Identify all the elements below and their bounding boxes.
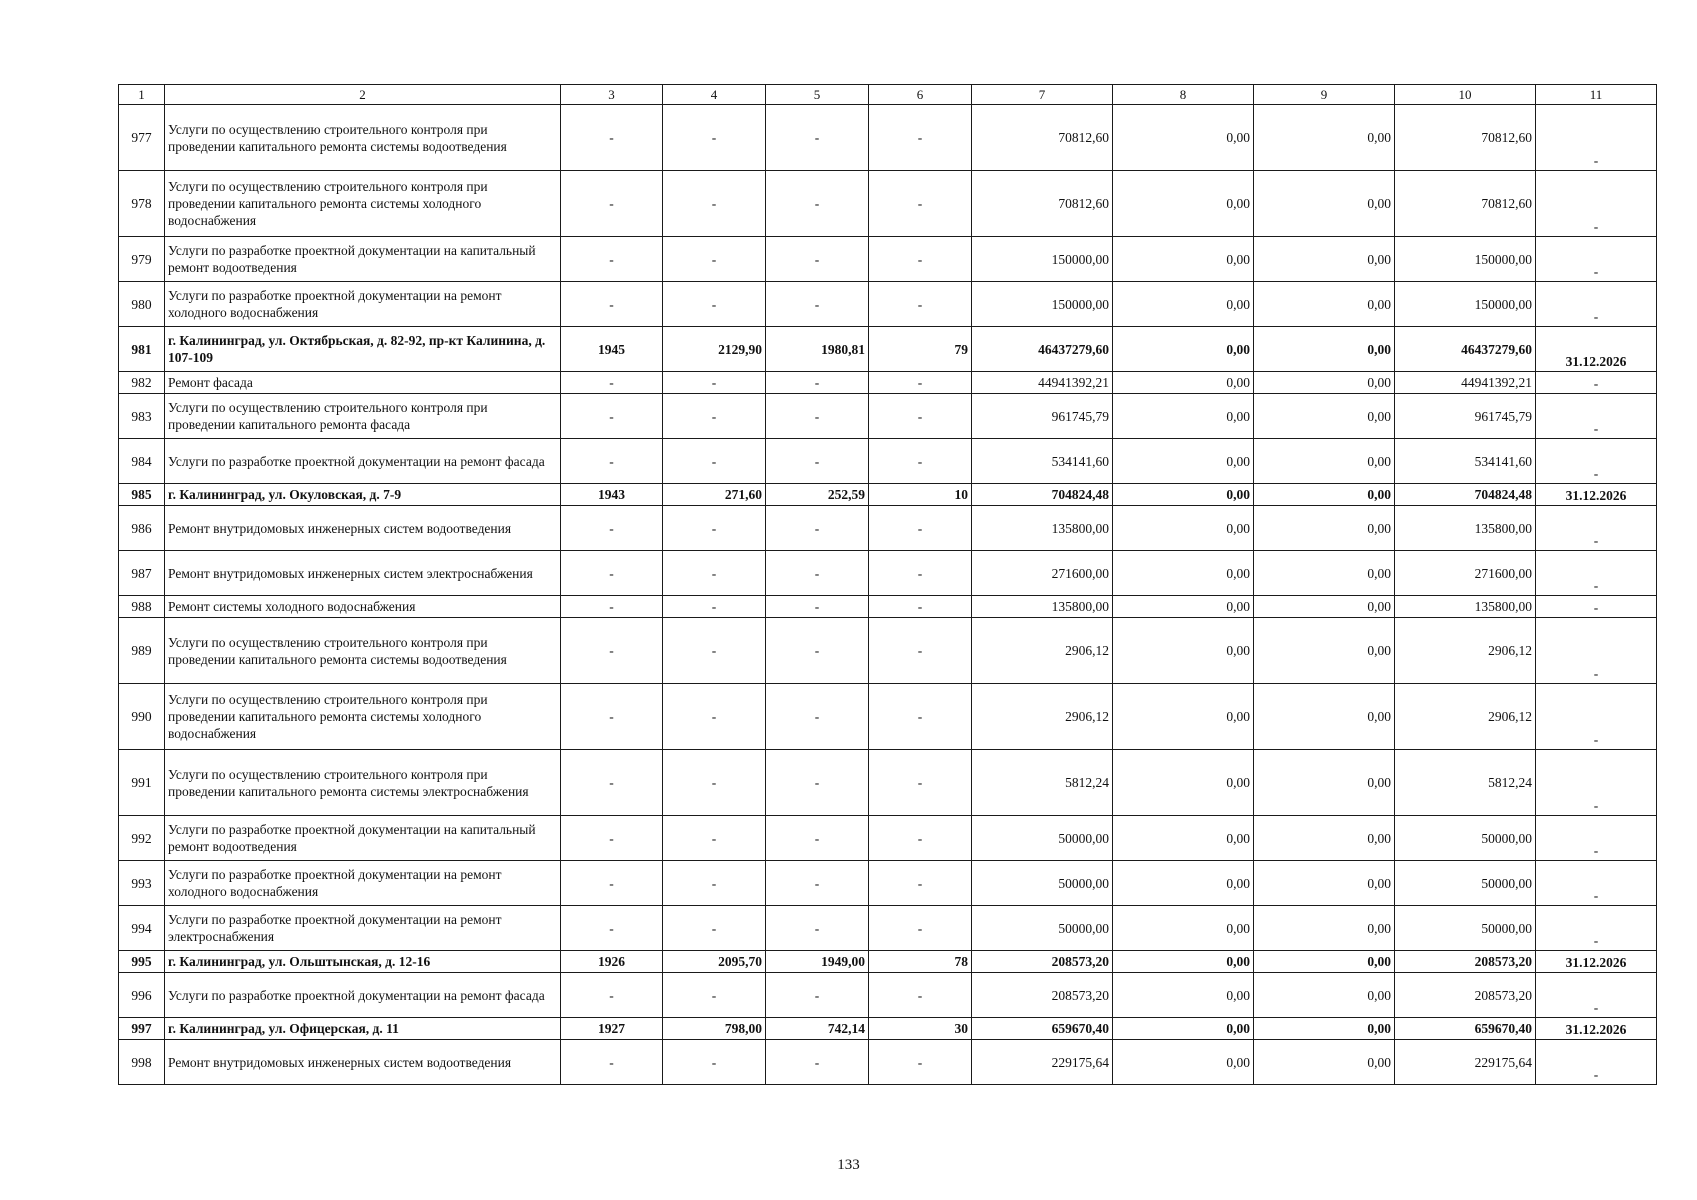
total-cost-cell: 135800,00 <box>972 506 1113 551</box>
owner-cost-cell: 46437279,60 <box>1395 327 1536 372</box>
table-row <box>119 906 1657 951</box>
work-description-cell: г. Калининград, ул. Офицерская, д. 11 <box>165 1018 561 1040</box>
row-number-cell: 990 <box>119 684 165 750</box>
total-cost-cell: 150000,00 <box>972 237 1113 282</box>
work-description-cell: Услуги по разработке проектной документации на капитальный ремонт водоотведения <box>165 237 561 282</box>
residents-cell: - <box>869 618 972 684</box>
total-cost-cell: 70812,60 <box>972 171 1113 237</box>
fund-cost-cell: 0,00 <box>1113 439 1254 484</box>
year-cell: - <box>561 171 663 237</box>
total-area-cell: - <box>663 551 766 596</box>
table-row <box>119 105 1657 171</box>
deadline-cell: - <box>1536 394 1657 439</box>
year-cell: - <box>561 596 663 618</box>
table-row <box>119 327 1657 372</box>
work-description-cell: Услуги по осуществлению строительного контроля при проведении капитального ремонта системы холодного водоснабжения <box>165 171 561 237</box>
residents-cell: - <box>869 816 972 861</box>
fund-cost-cell: 0,00 <box>1113 282 1254 327</box>
column-header: 4 <box>663 85 766 105</box>
budget-cost-cell: 0,00 <box>1254 750 1395 816</box>
total-area-cell: - <box>663 618 766 684</box>
total-area-cell: - <box>663 684 766 750</box>
column-header: 5 <box>766 85 869 105</box>
total-cost-cell: 208573,20 <box>972 973 1113 1018</box>
budget-cost-cell: 0,00 <box>1254 861 1395 906</box>
row-number-cell: 984 <box>119 439 165 484</box>
total-cost-cell: 50000,00 <box>972 816 1113 861</box>
residents-cell: - <box>869 1040 972 1085</box>
deadline-cell: - <box>1536 973 1657 1018</box>
residents-cell: - <box>869 372 972 394</box>
total-cost-cell: 44941392,21 <box>972 372 1113 394</box>
residents-cell: - <box>869 237 972 282</box>
total-cost-cell: 135800,00 <box>972 596 1113 618</box>
row-number-cell: 987 <box>119 551 165 596</box>
table-row <box>119 372 1657 394</box>
total-cost-cell: 2906,12 <box>972 684 1113 750</box>
living-area-cell: - <box>766 596 869 618</box>
residents-cell: - <box>869 906 972 951</box>
fund-cost-cell: 0,00 <box>1113 105 1254 171</box>
row-number-cell: 989 <box>119 618 165 684</box>
total-area-cell: 2095,70 <box>663 951 766 973</box>
year-cell: - <box>561 372 663 394</box>
total-area-cell: - <box>663 1040 766 1085</box>
owner-cost-cell: 135800,00 <box>1395 506 1536 551</box>
residents-cell: - <box>869 439 972 484</box>
residents-cell: - <box>869 596 972 618</box>
year-cell: - <box>561 551 663 596</box>
total-area-cell: 271,60 <box>663 484 766 506</box>
total-area-cell: - <box>663 282 766 327</box>
deadline-cell: 31.12.2026 <box>1536 484 1657 506</box>
fund-cost-cell: 0,00 <box>1113 551 1254 596</box>
total-cost-cell: 50000,00 <box>972 861 1113 906</box>
work-description-cell: Ремонт внутридомовых инженерных систем водоотведения <box>165 506 561 551</box>
residents-cell: - <box>869 684 972 750</box>
column-header: 2 <box>165 85 561 105</box>
fund-cost-cell: 0,00 <box>1113 861 1254 906</box>
column-header: 8 <box>1113 85 1254 105</box>
table-row <box>119 750 1657 816</box>
row-number-cell: 988 <box>119 596 165 618</box>
work-description-cell: Услуги по осуществлению строительного контроля при проведении капитального ремонта системы водоотведения <box>165 618 561 684</box>
fund-cost-cell: 0,00 <box>1113 618 1254 684</box>
year-cell: - <box>561 750 663 816</box>
deadline-cell: - <box>1536 237 1657 282</box>
year-cell: 1943 <box>561 484 663 506</box>
row-number-cell: 992 <box>119 816 165 861</box>
work-description-cell: Услуги по разработке проектной документации на ремонт холодного водоснабжения <box>165 282 561 327</box>
budget-cost-cell: 0,00 <box>1254 171 1395 237</box>
column-header: 6 <box>869 85 972 105</box>
living-area-cell: - <box>766 105 869 171</box>
work-description-cell: Услуги по осуществлению строительного контроля при проведении капитального ремонта системы холодного водоснабжения <box>165 684 561 750</box>
total-cost-cell: 229175,64 <box>972 1040 1113 1085</box>
fund-cost-cell: 0,00 <box>1113 1018 1254 1040</box>
work-description-cell: г. Калининград, ул. Окуловская, д. 7-9 <box>165 484 561 506</box>
living-area-cell: - <box>766 684 869 750</box>
total-area-cell: - <box>663 506 766 551</box>
work-description-cell: Услуги по разработке проектной документации на ремонт фасада <box>165 439 561 484</box>
work-description-cell: Услуги по осуществлению строительного контроля при проведении капитального ремонта системы электроснабжения <box>165 750 561 816</box>
year-cell: - <box>561 1040 663 1085</box>
table-row <box>119 951 1657 973</box>
budget-cost-cell: 0,00 <box>1254 816 1395 861</box>
fund-cost-cell: 0,00 <box>1113 906 1254 951</box>
year-cell: - <box>561 439 663 484</box>
register-body <box>119 105 1657 1085</box>
row-number-cell: 986 <box>119 506 165 551</box>
deadline-cell: - <box>1536 906 1657 951</box>
table-row <box>119 684 1657 750</box>
fund-cost-cell: 0,00 <box>1113 750 1254 816</box>
table-row <box>119 973 1657 1018</box>
work-description-cell: Услуги по осуществлению строительного контроля при проведении капитального ремонта системы водоотведения <box>165 105 561 171</box>
row-number-cell: 979 <box>119 237 165 282</box>
owner-cost-cell: 70812,60 <box>1395 105 1536 171</box>
residents-cell: - <box>869 282 972 327</box>
residents-cell: - <box>869 750 972 816</box>
residents-cell: 79 <box>869 327 972 372</box>
living-area-cell: - <box>766 816 869 861</box>
total-area-cell: - <box>663 816 766 861</box>
row-number-cell: 977 <box>119 105 165 171</box>
budget-cost-cell: 0,00 <box>1254 439 1395 484</box>
total-area-cell: - <box>663 861 766 906</box>
row-number-cell: 991 <box>119 750 165 816</box>
total-area-cell: - <box>663 394 766 439</box>
row-number-cell: 993 <box>119 861 165 906</box>
work-description-cell: Ремонт внутридомовых инженерных систем водоотведения <box>165 1040 561 1085</box>
living-area-cell: 742,14 <box>766 1018 869 1040</box>
total-cost-cell: 961745,79 <box>972 394 1113 439</box>
year-cell: 1926 <box>561 951 663 973</box>
year-cell: - <box>561 282 663 327</box>
deadline-cell: - <box>1536 1040 1657 1085</box>
total-cost-cell: 70812,60 <box>972 105 1113 171</box>
work-description-cell: Ремонт системы холодного водоснабжения <box>165 596 561 618</box>
living-area-cell: 252,59 <box>766 484 869 506</box>
total-area-cell: - <box>663 596 766 618</box>
table-row <box>119 618 1657 684</box>
living-area-cell: - <box>766 439 869 484</box>
repair-register-table <box>118 84 1657 1085</box>
row-number-cell: 981 <box>119 327 165 372</box>
living-area-cell: - <box>766 551 869 596</box>
column-number-header-row <box>119 85 1657 105</box>
residents-cell: - <box>869 171 972 237</box>
deadline-cell: - <box>1536 171 1657 237</box>
table-row <box>119 484 1657 506</box>
owner-cost-cell: 534141,60 <box>1395 439 1536 484</box>
fund-cost-cell: 0,00 <box>1113 1040 1254 1085</box>
column-header: 9 <box>1254 85 1395 105</box>
budget-cost-cell: 0,00 <box>1254 906 1395 951</box>
total-area-cell: - <box>663 439 766 484</box>
year-cell: - <box>561 237 663 282</box>
fund-cost-cell: 0,00 <box>1113 684 1254 750</box>
row-number-cell: 982 <box>119 372 165 394</box>
budget-cost-cell: 0,00 <box>1254 372 1395 394</box>
column-header: 11 <box>1536 85 1657 105</box>
page-number: 133 <box>837 1157 860 1173</box>
table-row <box>119 506 1657 551</box>
total-cost-cell: 5812,24 <box>972 750 1113 816</box>
deadline-cell: - <box>1536 506 1657 551</box>
work-description-cell: Услуги по осуществлению строительного контроля при проведении капитального ремонта фасада <box>165 394 561 439</box>
budget-cost-cell: 0,00 <box>1254 1040 1395 1085</box>
table-row <box>119 596 1657 618</box>
column-header: 10 <box>1395 85 1536 105</box>
year-cell: - <box>561 684 663 750</box>
living-area-cell: - <box>766 973 869 1018</box>
register-sheet <box>118 84 1656 1085</box>
row-number-cell: 978 <box>119 171 165 237</box>
fund-cost-cell: 0,00 <box>1113 237 1254 282</box>
year-cell: - <box>561 618 663 684</box>
total-cost-cell: 46437279,60 <box>972 327 1113 372</box>
residents-cell: 10 <box>869 484 972 506</box>
deadline-cell: - <box>1536 439 1657 484</box>
owner-cost-cell: 229175,64 <box>1395 1040 1536 1085</box>
owner-cost-cell: 5812,24 <box>1395 750 1536 816</box>
total-area-cell: - <box>663 237 766 282</box>
deadline-cell: - <box>1536 551 1657 596</box>
owner-cost-cell: 44941392,21 <box>1395 372 1536 394</box>
column-header: 3 <box>561 85 663 105</box>
living-area-cell: - <box>766 372 869 394</box>
table-row <box>119 1018 1657 1040</box>
owner-cost-cell: 50000,00 <box>1395 816 1536 861</box>
residents-cell: - <box>869 506 972 551</box>
residents-cell: - <box>869 394 972 439</box>
owner-cost-cell: 70812,60 <box>1395 171 1536 237</box>
table-row <box>119 394 1657 439</box>
living-area-cell: - <box>766 618 869 684</box>
living-area-cell: - <box>766 750 869 816</box>
table-row <box>119 551 1657 596</box>
column-header: 7 <box>972 85 1113 105</box>
deadline-cell: - <box>1536 816 1657 861</box>
total-area-cell: - <box>663 906 766 951</box>
budget-cost-cell: 0,00 <box>1254 237 1395 282</box>
budget-cost-cell: 0,00 <box>1254 105 1395 171</box>
total-area-cell: - <box>663 750 766 816</box>
total-cost-cell: 704824,48 <box>972 484 1113 506</box>
work-description-cell: г. Калининград, ул. Октябрьская, д. 82-92, пр-кт Калинина, д. 107-109 <box>165 327 561 372</box>
work-description-cell: Услуги по разработке проектной документации на ремонт холодного водоснабжения <box>165 861 561 906</box>
table-row <box>119 1040 1657 1085</box>
total-area-cell: 2129,90 <box>663 327 766 372</box>
fund-cost-cell: 0,00 <box>1113 973 1254 1018</box>
owner-cost-cell: 2906,12 <box>1395 618 1536 684</box>
work-description-cell: Ремонт фасада <box>165 372 561 394</box>
deadline-cell: 31.12.2026 <box>1536 327 1657 372</box>
total-cost-cell: 2906,12 <box>972 618 1113 684</box>
fund-cost-cell: 0,00 <box>1113 596 1254 618</box>
row-number-cell: 994 <box>119 906 165 951</box>
owner-cost-cell: 961745,79 <box>1395 394 1536 439</box>
table-row <box>119 816 1657 861</box>
year-cell: - <box>561 906 663 951</box>
fund-cost-cell: 0,00 <box>1113 171 1254 237</box>
owner-cost-cell: 208573,20 <box>1395 951 1536 973</box>
total-cost-cell: 50000,00 <box>972 906 1113 951</box>
residents-cell: - <box>869 105 972 171</box>
deadline-cell: - <box>1536 750 1657 816</box>
living-area-cell: - <box>766 394 869 439</box>
owner-cost-cell: 50000,00 <box>1395 861 1536 906</box>
year-cell: - <box>561 506 663 551</box>
year-cell: - <box>561 394 663 439</box>
residents-cell: 78 <box>869 951 972 973</box>
budget-cost-cell: 0,00 <box>1254 551 1395 596</box>
total-cost-cell: 271600,00 <box>972 551 1113 596</box>
row-number-cell: 997 <box>119 1018 165 1040</box>
living-area-cell: - <box>766 906 869 951</box>
budget-cost-cell: 0,00 <box>1254 506 1395 551</box>
row-number-cell: 980 <box>119 282 165 327</box>
table-row <box>119 861 1657 906</box>
owner-cost-cell: 150000,00 <box>1395 237 1536 282</box>
deadline-cell: - <box>1536 105 1657 171</box>
column-header: 1 <box>119 85 165 105</box>
fund-cost-cell: 0,00 <box>1113 506 1254 551</box>
deadline-cell: 31.12.2026 <box>1536 1018 1657 1040</box>
budget-cost-cell: 0,00 <box>1254 951 1395 973</box>
deadline-cell: - <box>1536 372 1657 394</box>
budget-cost-cell: 0,00 <box>1254 484 1395 506</box>
total-cost-cell: 150000,00 <box>972 282 1113 327</box>
row-number-cell: 995 <box>119 951 165 973</box>
year-cell: 1945 <box>561 327 663 372</box>
owner-cost-cell: 659670,40 <box>1395 1018 1536 1040</box>
living-area-cell: - <box>766 171 869 237</box>
budget-cost-cell: 0,00 <box>1254 282 1395 327</box>
owner-cost-cell: 271600,00 <box>1395 551 1536 596</box>
owner-cost-cell: 135800,00 <box>1395 596 1536 618</box>
living-area-cell: - <box>766 506 869 551</box>
total-cost-cell: 208573,20 <box>972 951 1113 973</box>
deadline-cell: - <box>1536 282 1657 327</box>
living-area-cell: 1980,81 <box>766 327 869 372</box>
year-cell: - <box>561 973 663 1018</box>
row-number-cell: 996 <box>119 973 165 1018</box>
total-cost-cell: 534141,60 <box>972 439 1113 484</box>
year-cell: - <box>561 105 663 171</box>
table-row <box>119 237 1657 282</box>
work-description-cell: Услуги по разработке проектной документации на капитальный ремонт водоотведения <box>165 816 561 861</box>
budget-cost-cell: 0,00 <box>1254 618 1395 684</box>
residents-cell: 30 <box>869 1018 972 1040</box>
work-description-cell: г. Калининград, ул. Ольштынская, д. 12-16 <box>165 951 561 973</box>
work-description-cell: Услуги по разработке проектной документации на ремонт фасада <box>165 973 561 1018</box>
total-cost-cell: 659670,40 <box>972 1018 1113 1040</box>
fund-cost-cell: 0,00 <box>1113 484 1254 506</box>
budget-cost-cell: 0,00 <box>1254 327 1395 372</box>
table-row <box>119 282 1657 327</box>
fund-cost-cell: 0,00 <box>1113 951 1254 973</box>
budget-cost-cell: 0,00 <box>1254 394 1395 439</box>
work-description-cell: Ремонт внутридомовых инженерных систем электроснабжения <box>165 551 561 596</box>
fund-cost-cell: 0,00 <box>1113 394 1254 439</box>
fund-cost-cell: 0,00 <box>1113 327 1254 372</box>
total-area-cell: - <box>663 171 766 237</box>
budget-cost-cell: 0,00 <box>1254 596 1395 618</box>
work-description-cell: Услуги по разработке проектной документации на ремонт электроснабжения <box>165 906 561 951</box>
row-number-cell: 998 <box>119 1040 165 1085</box>
residents-cell: - <box>869 861 972 906</box>
budget-cost-cell: 0,00 <box>1254 684 1395 750</box>
total-area-cell: 798,00 <box>663 1018 766 1040</box>
budget-cost-cell: 0,00 <box>1254 1018 1395 1040</box>
deadline-cell: - <box>1536 861 1657 906</box>
living-area-cell: 1949,00 <box>766 951 869 973</box>
total-area-cell: - <box>663 973 766 1018</box>
living-area-cell: - <box>766 237 869 282</box>
fund-cost-cell: 0,00 <box>1113 372 1254 394</box>
residents-cell: - <box>869 973 972 1018</box>
residents-cell: - <box>869 551 972 596</box>
row-number-cell: 985 <box>119 484 165 506</box>
table-row <box>119 439 1657 484</box>
row-number-cell: 983 <box>119 394 165 439</box>
owner-cost-cell: 2906,12 <box>1395 684 1536 750</box>
owner-cost-cell: 208573,20 <box>1395 973 1536 1018</box>
living-area-cell: - <box>766 1040 869 1085</box>
table-row <box>119 171 1657 237</box>
owner-cost-cell: 150000,00 <box>1395 282 1536 327</box>
year-cell: 1927 <box>561 1018 663 1040</box>
deadline-cell: - <box>1536 684 1657 750</box>
living-area-cell: - <box>766 861 869 906</box>
owner-cost-cell: 50000,00 <box>1395 906 1536 951</box>
fund-cost-cell: 0,00 <box>1113 816 1254 861</box>
budget-cost-cell: 0,00 <box>1254 973 1395 1018</box>
owner-cost-cell: 704824,48 <box>1395 484 1536 506</box>
deadline-cell: 31.12.2026 <box>1536 951 1657 973</box>
year-cell: - <box>561 816 663 861</box>
deadline-cell: - <box>1536 596 1657 618</box>
deadline-cell: - <box>1536 618 1657 684</box>
year-cell: - <box>561 861 663 906</box>
total-area-cell: - <box>663 372 766 394</box>
living-area-cell: - <box>766 282 869 327</box>
total-area-cell: - <box>663 105 766 171</box>
